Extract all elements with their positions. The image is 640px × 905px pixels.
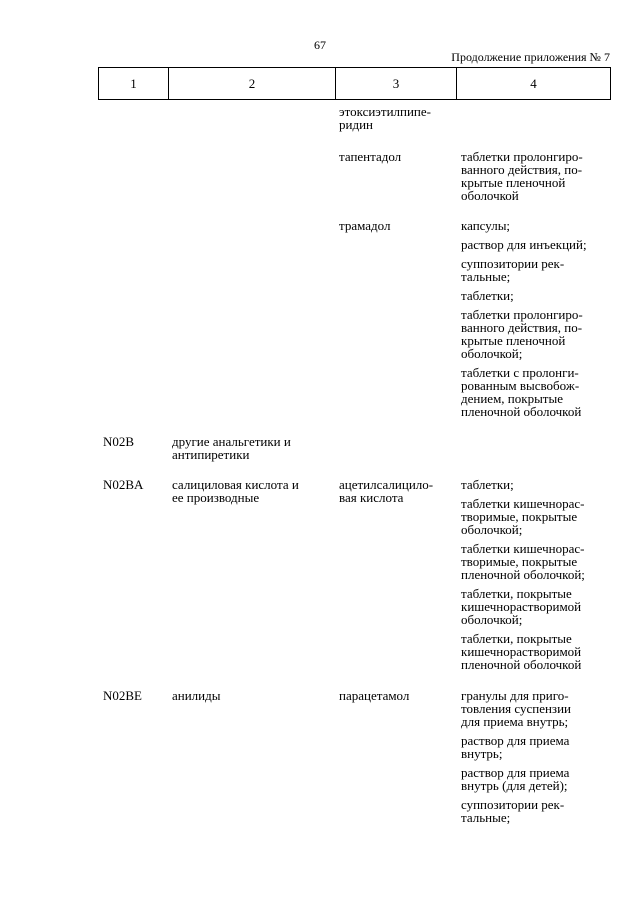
column-header-3: 3 [336, 68, 457, 100]
dosage-forms [461, 478, 611, 677]
dosage-form-item: таблетки пролонгиро- ванного действия, по- крытые пленочной оболочкой; [461, 307, 583, 361]
dosage-form-item: таблетки с пролонги- рованным высвобож- дением, покрытые пленочной оболочкой [461, 365, 582, 419]
column-header-2: 2 [169, 68, 336, 100]
atc-code: N02BE [103, 688, 142, 703]
dosage-form-item: гранулы для приго- товления суспензии для приема внутрь; [461, 688, 571, 729]
dosage-forms [461, 150, 611, 208]
dosage-form-item: таблетки; [461, 288, 514, 303]
column-header-row [99, 68, 611, 100]
drug-name: трамадол [339, 218, 391, 233]
column-header-table [98, 67, 611, 100]
dosage-form-item: таблетки кишечнорас- творимые, покрытые пленочной оболочкой; [461, 541, 585, 582]
dosage-form-item: раствор для приема внутрь; [461, 733, 570, 761]
column-header-4: 4 [457, 68, 611, 100]
dosage-form-item: таблетки; [461, 477, 514, 492]
dosage-form-item: суппозитории рек- тальные; [461, 256, 565, 284]
drug-name: парацетамол [339, 688, 410, 703]
atc-code: N02BA [103, 477, 144, 492]
dosage-forms [461, 689, 611, 830]
drug-name: этоксиэтилпипе- ридин [339, 104, 431, 132]
page-number: 67 [314, 38, 326, 52]
group-name: салициловая кислота и ее производные [172, 477, 299, 505]
drug-name: ацетилсалицило- вая кислота [339, 477, 434, 505]
dosage-form-item: раствор для приема внутрь (для детей); [461, 765, 570, 793]
group-name: другие анальгетики и антипиретики [172, 434, 291, 462]
dosage-form-item: таблетки, покрытые кишечнорастворимой оболочкой; [461, 586, 582, 627]
dosage-form-item: раствор для инъекций; [461, 237, 587, 252]
dosage-form-item: таблетки, покрытые кишечнорастворимой пленочной оболочкой [461, 631, 582, 672]
dosage-form-item: таблетки пролонгиро- ванного действия, по- крытые пленочной оболочкой [461, 149, 583, 203]
dosage-form-item: таблетки кишечнорас- творимые, покрытые оболочкой; [461, 496, 585, 537]
dosage-form-item: суппозитории рек- тальные; [461, 797, 565, 825]
dosage-form-item: капсулы; [461, 218, 511, 233]
drug-name: тапентадол [339, 149, 402, 164]
atc-code: N02B [103, 434, 135, 449]
column-header-1: 1 [99, 68, 169, 100]
continuation-note: Продолжение приложения № 7 [451, 50, 610, 64]
group-name: анилиды [172, 688, 221, 703]
dosage-forms [461, 219, 611, 424]
